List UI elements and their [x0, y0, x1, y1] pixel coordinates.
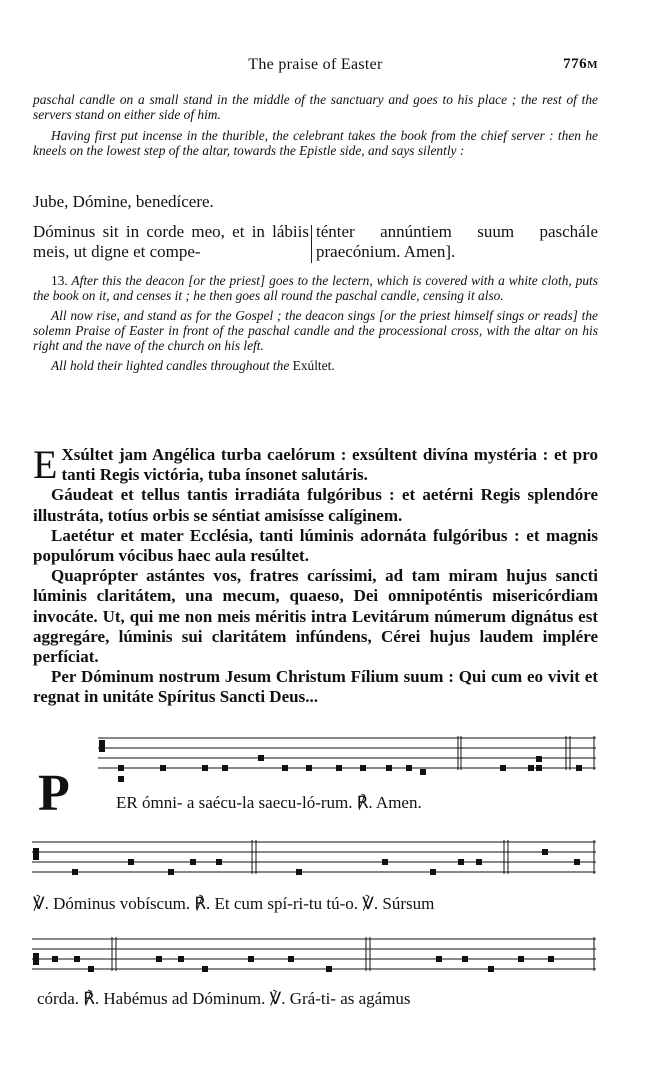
chant-lyric-line-1: ER ómni- a saécu-la saecu-ló-rum. ℟. Amen.	[116, 793, 422, 812]
rubric-paragraph: Having first put incense in the thurible, the celebrant takes the book from the chief server : then he kneels on the lowest step of the altar, towards the Epistle side, and says silently :	[33, 128, 598, 158]
page-number	[563, 56, 598, 73]
jube-prayer	[33, 192, 598, 212]
chant-lyric-line-2: ℣. Dóminus vobíscum. ℟. Et cum spí-ri-tu tú-o. ℣. Súrsum	[33, 894, 435, 913]
page-number-suffix: M	[587, 59, 598, 71]
dominus-right-column: ténter annúntiem suum paschále praecónium. Amen].	[316, 222, 598, 261]
rubric-number: 13.	[51, 273, 68, 288]
staff-lines	[30, 933, 598, 979]
rubric-paragraph	[33, 358, 598, 373]
exsultet-paragraph: Gáudeat et tellus tantis irradiáta fulgóribus : et aetérni Regis splendóre illustráta, totíus orbis se séntiat amisísse calíginem.	[33, 485, 598, 525]
dominus-left-column: Dóminus sit in corde meo, et in lábiis meis, ut digne et compe-	[33, 222, 309, 261]
chant-staff-3	[30, 933, 598, 979]
exsultet-paragraph: Quaprópter astántes vos, fratres caríssimi, ad tam miram hujus sancti lúminis claritátem, una mecum, quaeso, Dei omnipoténtis misericórdiam invocáte. Ut, qui me non meis méritis intra Levitárum númerum dignátus est aggregáre, lúminis sui claritátem infúndens, Cérei hujus laudem implére perfíciat.	[33, 566, 598, 667]
rubric-text: After this the deacon [or the priest] goes to the lectern, which is covered with a white cloth, puts the book on it, and censes it ; he then goes all round the paschal candle, censing it also.	[33, 273, 598, 303]
page-title: The praise of Easter	[248, 56, 383, 73]
chant-staff-2	[30, 836, 598, 882]
exsultet-paragraph	[33, 442, 598, 487]
rubric-word: Exúltet.	[292, 358, 335, 373]
rubric-text: All hold their lighted candles throughout the	[51, 358, 290, 373]
rubric-paragraph: All now rise, and stand as for the Gospel ; the deacon sings [or the priest himself sings or reads] the solemn Praise of Easter in front of the paschal candle and the processional cross, with the altar on his right and the nave of the church on his left.	[33, 308, 598, 353]
chant-staff-1	[30, 732, 598, 782]
rubric-paragraph: paschal candle on a small stand in the middle of the sanctuary and goes to his place ; the rest of the servers stand on either side of him.	[33, 92, 598, 122]
rubric-block-1	[33, 92, 598, 158]
column-divider	[311, 225, 312, 263]
exsultet-text	[33, 442, 598, 708]
chant-initial: P	[38, 765, 70, 822]
running-header	[33, 56, 598, 78]
staff-lines	[30, 836, 598, 882]
rubric-block-2	[33, 273, 598, 373]
rubric-paragraph-13	[33, 273, 598, 303]
page-number-digits: 776	[563, 56, 588, 72]
exsultet-paragraph: Per Dóminum nostrum Jesum Christum Fílium suum : Qui cum eo vivit et regnat in unitáte Spíritus Sancti Deus...	[33, 667, 598, 707]
jube-text: Jube, Dómine, benedícere.	[33, 192, 214, 211]
staff-lines	[30, 732, 598, 782]
exsultet-paragraph: Laetétur et mater Ecclésia, tanti lúminis adornáta fulgóribus : et magnis populórum vócibus haec aula resúltet.	[33, 525, 598, 566]
exsultet-paragraph-text: Xsúltet jam Angélica turba caelórum : exsúltent divína mystéria : et pro tanti Regis victória, tuba ínsonet salutáris.	[61, 445, 598, 485]
chant-lyric-line-3: córda. ℟. Habémus ad Dóminum. ℣. Grá-ti- as agámus	[37, 989, 411, 1008]
initial-letter: E	[33, 442, 58, 487]
